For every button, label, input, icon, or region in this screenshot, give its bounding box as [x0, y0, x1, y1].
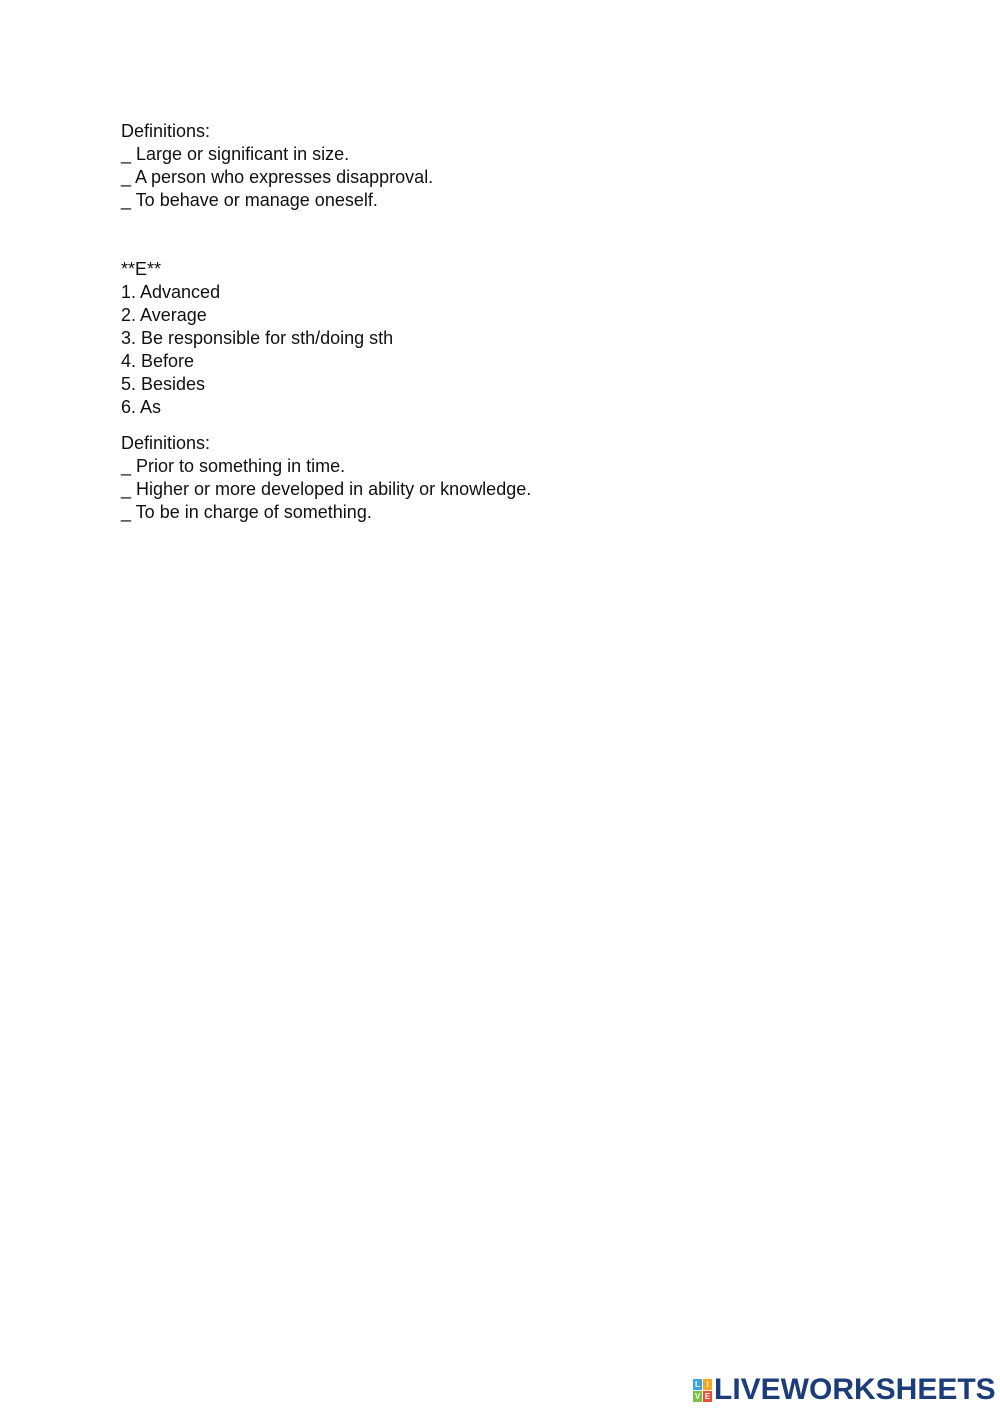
liveworksheets-logo [693, 1373, 996, 1406]
definition-item: _ Higher or more developed in ability or knowledge. [121, 479, 532, 499]
logo-mark-icon [693, 1379, 711, 1401]
definition-item: _ To behave or manage oneself. [121, 190, 378, 210]
definition-item: _ To be in charge of something. [121, 502, 372, 522]
spacer [121, 212, 921, 258]
word-list-item: 5. Besides [121, 374, 206, 394]
word-list-item: 1. Advanced [121, 282, 221, 302]
section-heading: **E** [121, 259, 162, 279]
logo-mark-letter: L [693, 1379, 702, 1390]
word-list-item: 6. As [121, 397, 162, 417]
definition-item: _ Prior to something in time. [121, 456, 346, 476]
logo-mark-letter: E [704, 1391, 711, 1401]
worksheet-content [121, 120, 921, 524]
definition-item: _ Large or significant in size. [121, 144, 350, 164]
logo-mark-letter: V [694, 1391, 701, 1401]
word-list-item: 2. Average [121, 305, 207, 325]
definition-item: _ A person who expresses disapproval. [121, 167, 434, 187]
word-list-item: 3. Be responsible for sth/doing sth [121, 328, 394, 348]
spacer [121, 419, 921, 432]
word-list-item: 4. Before [121, 351, 195, 371]
definitions-heading: Definitions: [121, 433, 211, 453]
logo-mark-letter: I [703, 1379, 712, 1390]
logo-text: LIVEWORKSHEETS [714, 1373, 996, 1406]
definitions-heading: Definitions: [121, 121, 211, 141]
